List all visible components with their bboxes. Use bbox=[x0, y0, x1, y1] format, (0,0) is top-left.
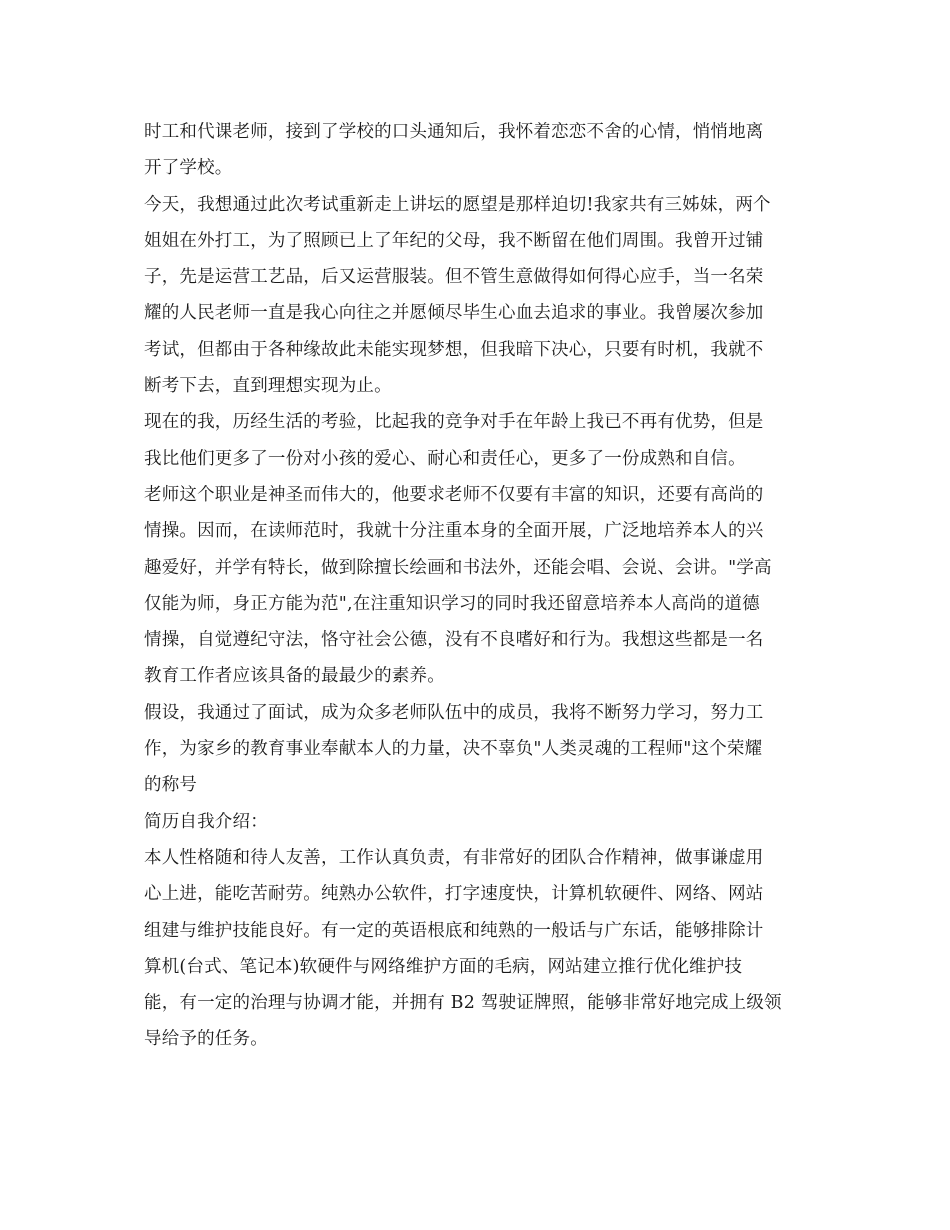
text-line: 仅能为师，身正方能为范",在注重知识学习的同时我还留意培养本人高尚的道德 bbox=[144, 593, 760, 614]
section-heading: 简历自我介绍： bbox=[144, 811, 268, 832]
text-line: 教育工作者应该具备的最最少的素养。 bbox=[144, 666, 445, 687]
text-line: 考试，但都由于各种缘故此未能实现梦想，但我暗下决心，只要有时机，我就不 bbox=[144, 339, 764, 360]
text-line: 组建与维护技能良好。有一定的英语根底和纯熟的一般话与广东话，能够排除计 bbox=[144, 920, 764, 941]
text-line: 老师这个职业是神圣而伟大的，他要求老师不仅要有丰富的知识，还要有高尚的 bbox=[144, 484, 764, 505]
text-line: 断考下去，直到理想实现为止。 bbox=[144, 376, 392, 397]
text-line: 算机(台式、笔记本)软硬件与网络维护方面的毛病，网站建立推行优化维护技 bbox=[144, 956, 743, 977]
document-body bbox=[144, 114, 810, 1058]
text-line: 耀的人民老师一直是我心向往之并愿倾尽毕生心血去追求的事业。我曾屡次参加 bbox=[144, 303, 764, 324]
text-line: 作，为家乡的教育事业奉献本人的力量，决不辜负"人类灵魂的工程师"这个荣耀 bbox=[144, 739, 763, 760]
text-line: 本人性格随和待人友善，工作认真负责，有非常好的团队合作精神，做事谦虚用 bbox=[144, 847, 764, 868]
text-line: 今天，我想通过此次考试重新走上讲坛的愿望是那样迫切!我家共有三姊妹，两个 bbox=[144, 194, 771, 215]
text-line: 我比他们更多了一份对小孩的爱心、耐心和责任心，更多了一份成熟和自信。 bbox=[144, 448, 746, 469]
text-line: 的称号 bbox=[144, 775, 198, 796]
text-line: 趣爱好，并学有特长，做到除擅长绘画和书法外，还能会唱、会说、会讲。"学高 bbox=[144, 557, 772, 578]
text-line: 假设，我通过了面试，成为众多老师队伍中的成员，我将不断努力学习，努力工 bbox=[144, 702, 764, 723]
text-line: 时工和代课老师，接到了学校的口头通知后，我怀着恋恋不舍的心情，悄悄地离 bbox=[144, 122, 764, 142]
text-line: 导给予的任务。 bbox=[144, 1029, 268, 1050]
text-line: 姐姐在外打工，为了照顾已上了年纪的父母，我不断留在他们周围。我曾开过铺 bbox=[144, 230, 764, 251]
text-line: 开了学校。 bbox=[144, 158, 233, 179]
text-line: 子，先是运营工艺品，后又运营服装。但不管生意做得如何得心应手，当一名荣 bbox=[144, 267, 764, 288]
text-line: 能，有一定的治理与协调才能，并拥有 B2 驾驶证牌照，能够非常好地完成上级领 bbox=[144, 993, 782, 1014]
text-line: 情操，自觉遵纪守法，恪守社会公德，没有不良嗜好和行为。我想这些都是一名 bbox=[144, 630, 764, 651]
text-line: 情操。因而，在读师范时，我就十分注重本身的全面开展，广泛地培养本人的兴 bbox=[144, 521, 764, 542]
text-line: 现在的我，历经生活的考验，比起我的竞争对手在年龄上我已不再有优势，但是 bbox=[144, 412, 764, 433]
text-line: 心上进，能吃苦耐劳。纯熟办公软件，打字速度快，计算机软硬件、网络、网站 bbox=[144, 884, 764, 905]
